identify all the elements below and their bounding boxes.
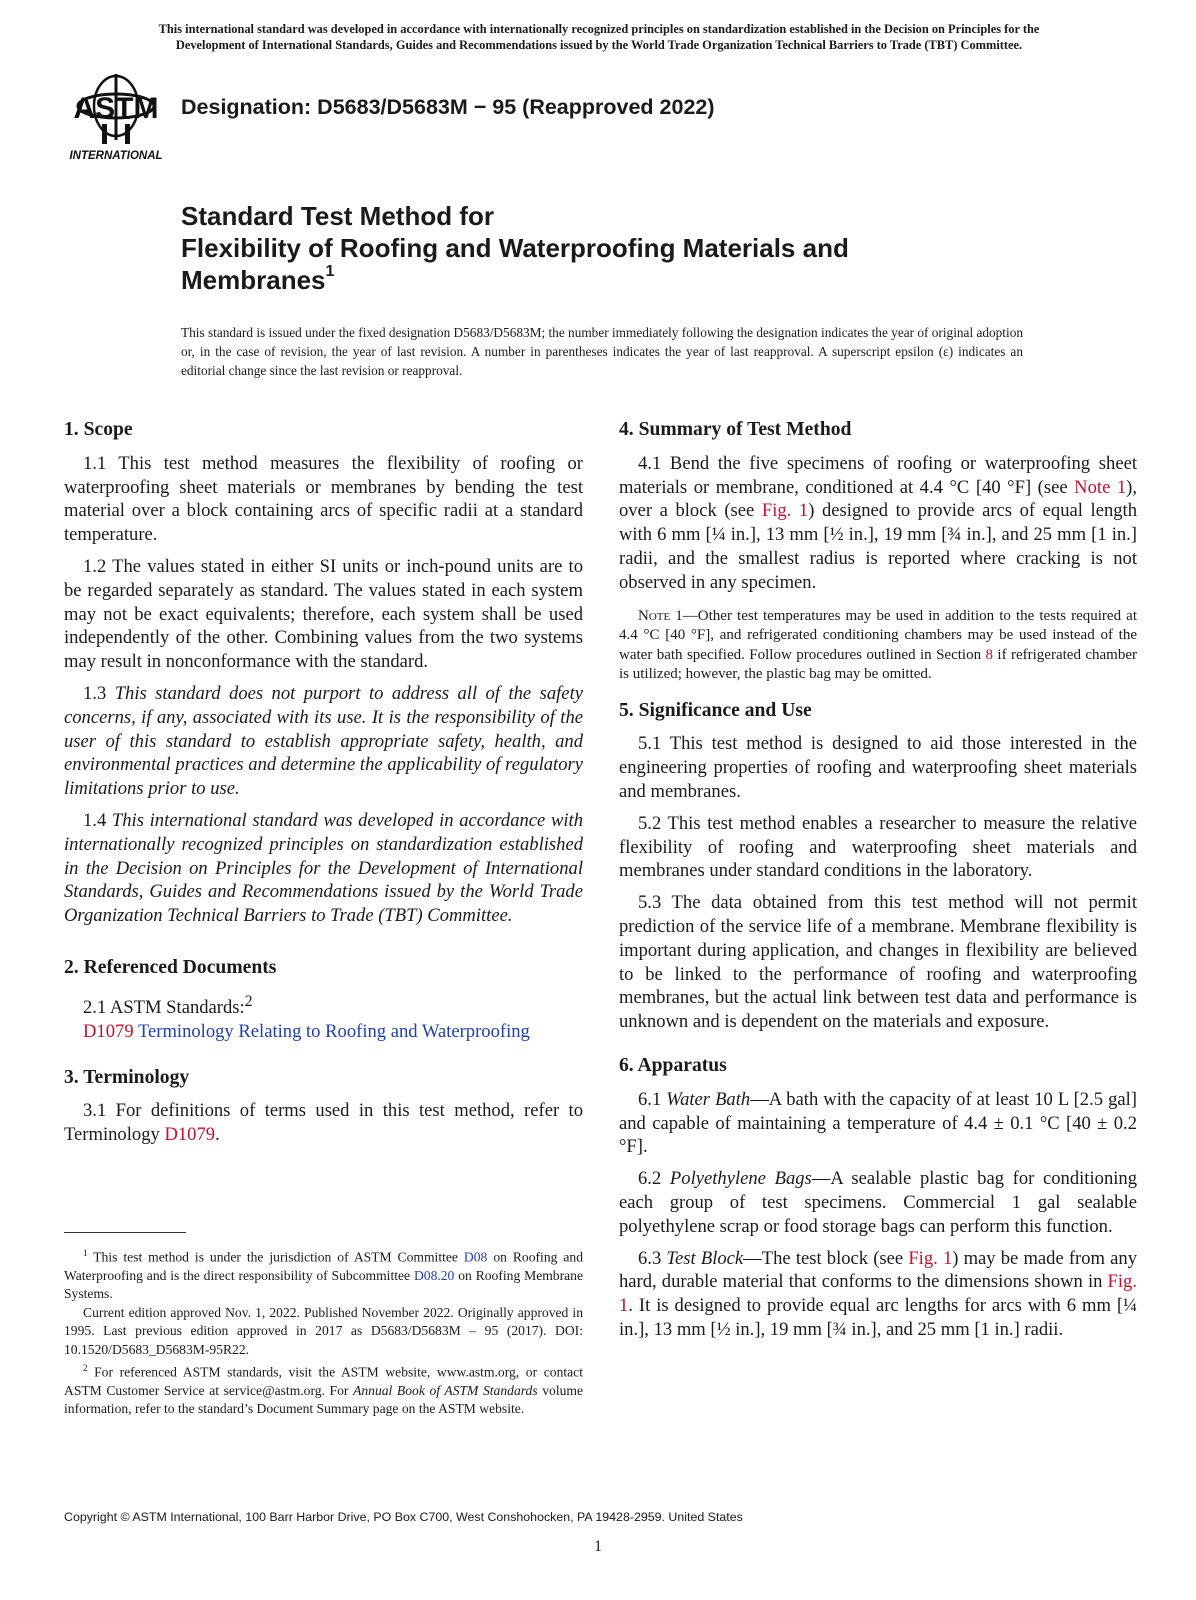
footnote-1-edition: Current edition approved Nov. 1, 2022. Published November 2022. Originally approved in 1995. Last previous edition approved in 2017 as D5683/D5683M – 95 (2017). DOI: 10.1520/D5683_D5683M-95R22. — [64, 1304, 583, 1357]
section-6-heading: 6. Apparatus — [619, 1054, 727, 1076]
para-6-1 — [619, 1088, 1137, 1159]
title-footnote-mark: 1 — [325, 263, 335, 281]
designation: Designation: D5683/D5683M − 95 (Reapproved 2022) — [181, 95, 715, 119]
logo-letters: ASTM — [73, 92, 159, 125]
para-1-3-number: 1.3 — [83, 682, 107, 704]
referenced-document — [64, 1020, 583, 1044]
footnote-divider — [64, 1232, 186, 1233]
para-3-1 — [64, 1099, 583, 1147]
para-5-1: 5.1 This test method is designed to aid those interested in the engineering properties of roofing and waterproofing sheet materials and membranes. — [619, 733, 1137, 802]
section-1-heading: 1. Scope — [64, 419, 133, 440]
d1079-link[interactable]: D1079 — [83, 1020, 134, 1042]
copyright: Copyright © ASTM International, 100 Barr Harbor Drive, PO Box C700, West Conshohocken, PA 19428-2959. United States — [64, 1510, 743, 1524]
fig-1-link[interactable]: Fig. 1 — [761, 500, 809, 522]
para-1-4-text: This international standard was developed in accordance with internationally recognized principles on standardization established in the Decision on Principles for the Development of International Standards, Guides and Recommendations issued by the World Trade Organization Technical Barriers to Trade (TBT) Committee. — [64, 809, 583, 927]
section-3-heading: 3. Terminology — [64, 1066, 190, 1088]
para-6-3-text-a: —The test block (see — [743, 1247, 904, 1269]
note-1-label: Note 1 — [638, 607, 683, 624]
terminology-d1079-link[interactable]: D1079 — [164, 1124, 216, 1146]
note-1 — [619, 607, 1137, 685]
left-column — [64, 418, 583, 1155]
para-2-1 — [64, 990, 583, 1020]
para-1-4 — [64, 809, 583, 928]
para-6-2 — [619, 1167, 1137, 1238]
para-4-1-text-b: ), over a block (see — [619, 476, 1137, 522]
issued-notice: This standard is issued under the fixed designation D5683/D5683M; the number immediately following the designation indicates the year of original adoption or, in the case of revision, the year of last revision. A number in parentheses indicates the year of last reapproval. A superscript epsilon (ε) indicates an editorial change since the last revision or reapproval. — [181, 325, 1023, 378]
para-1-3-text: This standard does not purport to address all of the safety concerns, if any, associated with its use. It is the responsibility of the user of this standard to establish appropriate safety, health, and environmental practices and determine the applicability of regulatory limitations prior to use. — [64, 682, 583, 800]
para-6-3-text-c: . It is designed to provide equal arc lengths for arcs with 6 mm [¼ in.], 13 mm [½ in.], 19 mm [¾ in.], and 25 mm [1 in.] radii. — [619, 1295, 1137, 1340]
note-1-link[interactable]: Note 1 — [1074, 476, 1127, 498]
para-5-2: 5.2 This test method enables a researcher to measure the relative flexibility of roofing and waterproofing sheet materials and membranes under standard conditions in the laboratory. — [619, 812, 1137, 882]
wto-notice — [62, 21, 1136, 53]
fig-1-link-3[interactable]: Fig. 1 — [619, 1271, 1137, 1317]
astm-logo-icon — [66, 68, 170, 164]
section-2-heading: 2. Referenced Documents — [64, 956, 277, 978]
para-2-1-number: 2.1 — [83, 996, 107, 1018]
footnote-2-mark: 2 — [244, 992, 253, 1010]
footnote-1 — [64, 1244, 583, 1304]
footnote-1-text-c: on Roofing Membrane Systems. — [64, 1267, 583, 1302]
title-line-2: Flexibility of Roofing and Waterproofing Materials and — [181, 233, 849, 263]
para-4-1 — [619, 452, 1137, 595]
footnotes — [64, 1244, 583, 1419]
footnote-1-mark: 1 — [83, 1248, 88, 1258]
d08-link[interactable]: D08 — [463, 1249, 488, 1265]
note-1-text-a: —Other test temperatures may be used in addition to the tests required at 4.4 °C [40 °F], and refrigerated conditioning chambers may be used instead of the water bath specified. Follow procedures outlined in Section — [619, 607, 1137, 663]
polyethylene-bags-label: Polyethylene Bags — [669, 1168, 812, 1190]
page-number: 1 — [594, 1538, 602, 1555]
para-6-3 — [619, 1247, 1137, 1342]
footnote-2-text-b: volume information, refer to the standard’s Document Summary page on the ASTM website. — [64, 1382, 583, 1417]
section-4-heading: 4. Summary of Test Method — [619, 419, 852, 440]
footnote-2 — [64, 1359, 583, 1419]
para-4-1-text-c: ) designed to provide arcs of equal length with 6 mm [¼ in.], 13 mm [½ in.], 19 mm [¾ in.], and 25 mm [1 in.] radii, and the smallest radius is reported where cracking is not observed in any specimen. — [619, 500, 1138, 593]
right-column — [619, 418, 1137, 1350]
para-6-2-number: 6.2 — [638, 1168, 662, 1190]
astm-logo — [66, 68, 170, 164]
footnote-2-italic: Annual Book of ASTM Standards — [353, 1382, 538, 1398]
para-1-2: 1.2 The values stated in either SI units or inch-pound units are to be regarded separately as standard. The values stated in each system may not be exact equivalents; therefore, each system shall be used independently of the other. Combining values from the two systems may result in nonconformance with the standard. — [64, 555, 583, 673]
para-6-1-number: 6.1 — [638, 1088, 662, 1110]
footnote-1-text-a: This test method is under the jurisdiction of ASTM Committee — [93, 1249, 458, 1265]
para-5-3: 5.3 The data obtained from this test method will not permit prediction of the service life of a membrane. Membrane flexibility is important during application, and changes in flexibility are believed to be linked to the performance of roofing and waterproofing membranes, but the actual link between test data and performance is unknown and is dependent on the materials and exposure. — [619, 892, 1137, 1033]
para-3-1-text: 3.1 For definitions of terms used in this test method, refer to Terminology — [64, 1100, 583, 1146]
wto-notice-line2: Development of International Standards, Guides and Recommendations issued by the World Trade Organization Technical Barriers to Trade (TBT) Committee. — [175, 38, 1023, 52]
para-1-1: 1.1 This test method measures the flexibility of roofing or waterproofing sheet materials or membranes by bending the test material over a block containing arcs of specific radii at a standard temperature. — [64, 452, 583, 546]
para-6-2-text: —A sealable plastic bag for conditioning each group of test specimens. Commercial 1 gal sealable polyethylene scrap or food storage bags can perform this function. — [619, 1168, 1137, 1237]
d1079-title-link[interactable]: Terminology Relating to Roofing and Waterproofing — [137, 1020, 530, 1042]
d08-20-link[interactable]: D08.20 — [413, 1267, 455, 1283]
para-4-1-text-a: 4.1 Bend the five specimens of roofing or waterproofing sheet materials or membrane, conditioned at 4.4 °C [40 °F] (see — [619, 452, 1137, 498]
title-line-1: Standard Test Method for — [181, 201, 494, 231]
test-block-label: Test Block — [666, 1247, 744, 1269]
document-title — [181, 200, 1081, 296]
para-1-3 — [64, 682, 583, 801]
footnote-1-text-b: on Roofing and Waterproofing and is the direct responsibility of Subcommittee — [64, 1249, 584, 1283]
fig-1-link-2[interactable]: Fig. 1 — [908, 1247, 953, 1269]
footnote-2-mark-bottom: 2 — [83, 1362, 88, 1373]
para-6-3-text-b: ) may be made from any hard, durable material that conforms to the dimensions shown in — [619, 1247, 1137, 1293]
para-1-4-number: 1.4 — [83, 809, 107, 831]
water-bath-label: Water Bath — [666, 1088, 751, 1110]
footnote-2-text-a: For referenced ASTM standards, visit the ASTM website, www.astm.org, or contact ASTM Customer Service at service@astm.org. For — [64, 1364, 583, 1398]
section-5-heading: 5. Significance and Use — [619, 699, 812, 721]
para-3-1-end: . — [215, 1124, 220, 1146]
logo-subtext: INTERNATIONAL — [69, 150, 163, 162]
para-6-3-number: 6.3 — [638, 1247, 662, 1269]
wto-notice-line1: This international standard was developed in accordance with internationally recognized principles on standardization established in the Decision on Principles for the — [158, 22, 1040, 36]
title-line-3: Membranes — [181, 265, 326, 295]
astm-standards-label: ASTM Standards: — [109, 996, 245, 1018]
para-6-1-text: —A bath with the capacity of at least 10 L [2.5 gal] and capable of maintaining a temperature of 4.4 ± 0.1 °C [40 ± 0.2 °F]. — [619, 1088, 1137, 1158]
note-1-text-b: if refrigerated chamber is utilized; however, the plastic bag may be omitted. — [619, 646, 1137, 683]
section-8-link[interactable]: 8 — [985, 646, 993, 663]
